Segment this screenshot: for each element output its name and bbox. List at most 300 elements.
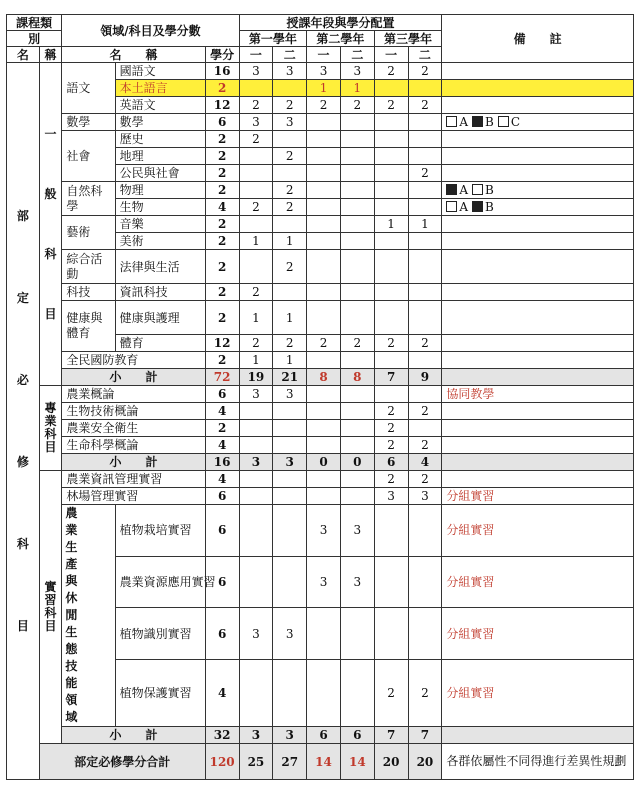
- semester-cell: [340, 165, 374, 182]
- semester-cell: 1: [273, 233, 307, 250]
- semester-cell: [340, 420, 374, 437]
- subject-cell: 體育: [115, 335, 205, 352]
- semester-cell: 2: [374, 335, 408, 352]
- semester-cell: 2: [374, 471, 408, 488]
- semester-cell: 3: [239, 608, 273, 660]
- semester-cell: [408, 182, 442, 199]
- semester-cell: [239, 216, 273, 233]
- semester-cell: [307, 471, 341, 488]
- semester-cell: [408, 352, 442, 369]
- table-row: [7, 63, 634, 80]
- semester-cell: [273, 556, 307, 608]
- semester-cell: [374, 233, 408, 250]
- general-subjects-label: 一 般 科 目: [39, 63, 62, 386]
- remark-cell: [442, 352, 634, 369]
- subject-cell: 物理: [115, 182, 205, 199]
- credits-cell: 2: [205, 301, 239, 335]
- semester-cell: [273, 660, 307, 727]
- subtotal-semester: 8: [307, 369, 341, 386]
- table-row: [7, 437, 634, 454]
- semester-cell: [307, 250, 341, 284]
- subject-cell: 農業安全衛生: [62, 420, 205, 437]
- semester-cell: [408, 386, 442, 403]
- table-row: [7, 386, 634, 403]
- subtotal-semester: 0: [307, 454, 341, 471]
- semester-cell: [374, 131, 408, 148]
- checkbox-option: A: [446, 115, 468, 129]
- semester-cell: [307, 352, 341, 369]
- year3-header: 第三學年: [374, 31, 442, 47]
- credits-cell: 6: [205, 608, 239, 660]
- remark-cell: [442, 182, 634, 199]
- semester-header: 一: [374, 47, 408, 63]
- subtotal-semester: 7: [374, 727, 408, 744]
- table-row: [7, 403, 634, 420]
- subtotal-semester: 9: [408, 369, 442, 386]
- checked-box-icon: [472, 201, 483, 212]
- semester-cell: 1: [239, 233, 273, 250]
- semester-cell: 1: [408, 216, 442, 233]
- credits-cell: 6: [205, 556, 239, 608]
- semester-cell: 2: [408, 97, 442, 114]
- table-row: [7, 182, 634, 199]
- checkbox-option: A: [446, 200, 468, 214]
- semester-cell: 2: [239, 131, 273, 148]
- semester-cell: 2: [307, 97, 341, 114]
- semester-cell: [307, 284, 341, 301]
- semester-cell: 2: [408, 63, 442, 80]
- semester-cell: 2: [273, 335, 307, 352]
- semester-cell: [273, 488, 307, 505]
- credits-cell: 12: [205, 335, 239, 352]
- credits-cell: 2: [205, 420, 239, 437]
- semester-cell: 2: [239, 97, 273, 114]
- semester-cell: [307, 403, 341, 420]
- domain-cell: 自然科學: [62, 182, 115, 216]
- credits-cell: 4: [205, 660, 239, 727]
- remark-cell: 分組實習: [442, 660, 634, 727]
- semester-cell: [273, 216, 307, 233]
- credits-cell: 2: [205, 80, 239, 97]
- semester-cell: [239, 250, 273, 284]
- semester-cell: 1: [307, 80, 341, 97]
- subject-cell: 地理: [115, 148, 205, 165]
- remark-cell: [442, 148, 634, 165]
- credits-cell: 4: [205, 403, 239, 420]
- semester-header: 二: [408, 47, 442, 63]
- remark-cell: [442, 97, 634, 114]
- semester-cell: [374, 505, 408, 557]
- credits-cell: 2: [205, 250, 239, 284]
- category-header: 課程類: [7, 15, 62, 31]
- credits-cell: 4: [205, 437, 239, 454]
- domain-cell: 科技: [62, 284, 115, 301]
- semester-cell: [239, 556, 273, 608]
- semester-cell: [340, 301, 374, 335]
- total-remark: 各群依屬性不同得進行差異性規劃: [442, 744, 634, 780]
- remark-cell: [442, 454, 634, 471]
- semester-cell: 1: [239, 301, 273, 335]
- table-row: [7, 505, 634, 557]
- semester-cell: [408, 420, 442, 437]
- semester-cell: [408, 556, 442, 608]
- subtotal-semester: 4: [408, 454, 442, 471]
- semester-cell: 2: [239, 335, 273, 352]
- semester-cell: 3: [307, 63, 341, 80]
- subject-cell: 美術: [115, 233, 205, 250]
- checked-box-icon: [472, 116, 483, 127]
- subtotal-credits: 32: [205, 727, 239, 744]
- domain-cell: 綜合活動: [62, 250, 115, 284]
- table-row: [7, 114, 634, 131]
- skill-domain-label: 農 業 生 產 與 休 閒 生 態 技 能 領 域: [62, 505, 115, 727]
- semester-cell: [374, 148, 408, 165]
- table-row: [7, 420, 634, 437]
- credits-cell: 12: [205, 97, 239, 114]
- semester-cell: 2: [408, 335, 442, 352]
- semester-cell: [273, 284, 307, 301]
- semester-cell: [307, 420, 341, 437]
- total-semester: 27: [273, 744, 307, 780]
- semester-cell: [374, 165, 408, 182]
- semester-cell: 1: [273, 352, 307, 369]
- semester-cell: 2: [374, 97, 408, 114]
- year1-header: 第一學年: [239, 31, 307, 47]
- semester-cell: [408, 114, 442, 131]
- semester-header: 一: [307, 47, 341, 63]
- semester-cell: [239, 403, 273, 420]
- table-row: [7, 131, 634, 148]
- semester-cell: 2: [408, 437, 442, 454]
- semester-cell: [239, 165, 273, 182]
- semester-cell: [408, 284, 442, 301]
- curriculum-table: [6, 14, 634, 780]
- name-header: 名: [7, 47, 40, 63]
- credits-cell: 16: [205, 63, 239, 80]
- semester-cell: 3: [340, 556, 374, 608]
- semester-cell: [340, 216, 374, 233]
- semester-cell: 3: [374, 488, 408, 505]
- semester-cell: [273, 131, 307, 148]
- table-row: [7, 301, 634, 335]
- semester-cell: [307, 386, 341, 403]
- semester-cell: [374, 80, 408, 97]
- credits-header: 學分: [205, 47, 239, 63]
- subtotal-credits: 72: [205, 369, 239, 386]
- semester-cell: 2: [374, 437, 408, 454]
- credits-cell: 6: [205, 114, 239, 131]
- subtotal-credits: 16: [205, 454, 239, 471]
- semester-cell: 3: [340, 63, 374, 80]
- semester-cell: [340, 233, 374, 250]
- subtotal-semester: 19: [239, 369, 273, 386]
- subtotal-semester: 6: [340, 727, 374, 744]
- semester-cell: [374, 608, 408, 660]
- semester-cell: [307, 182, 341, 199]
- semester-cell: [340, 131, 374, 148]
- semester-cell: [408, 505, 442, 557]
- semester-cell: 3: [273, 608, 307, 660]
- semester-cell: [307, 437, 341, 454]
- unchecked-box-icon: [472, 184, 483, 195]
- semester-cell: 1: [239, 352, 273, 369]
- domain-cell: 語文: [62, 63, 115, 114]
- remark-cell: [442, 437, 634, 454]
- remark-cell: 分組實習: [442, 608, 634, 660]
- subtotal-semester: 3: [273, 454, 307, 471]
- subject-cell: 英語文: [115, 97, 205, 114]
- credits-cell: 2: [205, 131, 239, 148]
- subtotal-semester: 0: [340, 454, 374, 471]
- domain-cell: 社會: [62, 131, 115, 182]
- subject-cell: 植物識別實習: [115, 608, 205, 660]
- semester-cell: 3: [239, 114, 273, 131]
- semester-cell: 3: [273, 114, 307, 131]
- semester-cell: 3: [307, 505, 341, 557]
- semester-cell: 3: [408, 488, 442, 505]
- subtotal-label: 小 計: [62, 727, 205, 744]
- semester-cell: [408, 301, 442, 335]
- semester-cell: [374, 182, 408, 199]
- remark-cell: [442, 131, 634, 148]
- semester-cell: [307, 488, 341, 505]
- semester-cell: 2: [374, 660, 408, 727]
- subject-cell: 公民與社會: [115, 165, 205, 182]
- practical-subtotal-row: [7, 727, 634, 744]
- credits-cell: 6: [205, 386, 239, 403]
- semester-cell: [273, 420, 307, 437]
- semester-cell: [307, 216, 341, 233]
- subtotal-semester: 3: [239, 727, 273, 744]
- semester-cell: 1: [340, 80, 374, 97]
- semester-cell: 3: [340, 505, 374, 557]
- semester-cell: [340, 471, 374, 488]
- subtotal-semester: 3: [273, 727, 307, 744]
- total-credits: 120: [205, 744, 239, 780]
- subject-cell: 生命科學概論: [62, 437, 205, 454]
- remark-cell: [442, 727, 634, 744]
- total-semester: 14: [340, 744, 374, 780]
- semester-cell: 2: [408, 660, 442, 727]
- checked-box-icon: [446, 184, 457, 195]
- subject-cell: 農業資訊管理實習: [62, 471, 205, 488]
- semester-cell: [307, 131, 341, 148]
- semester-cell: [239, 420, 273, 437]
- domain-header: 領域/科目及學分數: [62, 15, 239, 47]
- year2-header: 第二學年: [307, 31, 375, 47]
- subject-cell: 法律與生活: [115, 250, 205, 284]
- professional-subjects-label: 專 業 科 目: [39, 386, 62, 471]
- semester-cell: [374, 352, 408, 369]
- subject-name-header: 名 稱: [62, 47, 205, 63]
- semester-cell: 1: [374, 216, 408, 233]
- semester-header: 一: [239, 47, 273, 63]
- semester-cell: [307, 148, 341, 165]
- semester-cell: 2: [273, 97, 307, 114]
- checkbox-option: A: [446, 183, 468, 197]
- credits-cell: 2: [205, 216, 239, 233]
- semester-cell: [273, 403, 307, 420]
- subtotal-label: 小 計: [62, 369, 205, 386]
- table-row: [7, 250, 634, 284]
- remark-cell: [442, 199, 634, 216]
- semester-cell: [374, 284, 408, 301]
- total-semester: 20: [374, 744, 408, 780]
- remark-cell: [442, 420, 634, 437]
- credits-cell: 2: [205, 165, 239, 182]
- semester-cell: 3: [239, 386, 273, 403]
- checkbox-option: C: [498, 115, 520, 129]
- semester-cell: [340, 148, 374, 165]
- semester-cell: [307, 114, 341, 131]
- table-row: [7, 352, 634, 369]
- semester-cell: 2: [273, 182, 307, 199]
- professional-subtotal-row: [7, 454, 634, 471]
- total-semester: 20: [408, 744, 442, 780]
- total-semester: 25: [239, 744, 273, 780]
- general-subtotal-row: [7, 369, 634, 386]
- total-semester: 14: [307, 744, 341, 780]
- semester-cell: [374, 386, 408, 403]
- semester-cell: [408, 80, 442, 97]
- credits-cell: 6: [205, 505, 239, 557]
- semester-cell: [340, 608, 374, 660]
- semester-cell: 2: [374, 63, 408, 80]
- subtotal-semester: 21: [273, 369, 307, 386]
- table-row: [7, 488, 634, 505]
- credits-cell: 4: [205, 471, 239, 488]
- subtotal-semester: 6: [374, 454, 408, 471]
- category-header-2: 別: [7, 31, 62, 47]
- semester-cell: [340, 250, 374, 284]
- allocation-header: 授課年段與學分配置: [239, 15, 442, 31]
- semester-cell: [273, 505, 307, 557]
- remark-cell: 分組實習: [442, 488, 634, 505]
- remark-cell: [442, 216, 634, 233]
- total-row: [7, 744, 634, 780]
- semester-cell: 2: [340, 97, 374, 114]
- total-label: 部定必修學分合計: [39, 744, 205, 780]
- semester-cell: [239, 471, 273, 488]
- subject-cell: 資訊科技: [115, 284, 205, 301]
- semester-cell: [340, 114, 374, 131]
- subject-cell: 農業資源應用實習: [115, 556, 205, 608]
- semester-cell: [340, 199, 374, 216]
- remark-cell: [442, 471, 634, 488]
- semester-cell: [374, 301, 408, 335]
- semester-cell: [374, 556, 408, 608]
- name-header-2: 稱: [39, 47, 62, 63]
- remark-cell: [442, 403, 634, 420]
- credits-cell: 2: [205, 352, 239, 369]
- semester-cell: [239, 148, 273, 165]
- semester-cell: 2: [307, 335, 341, 352]
- unchecked-box-icon: [446, 201, 457, 212]
- remark-cell: [442, 165, 634, 182]
- semester-cell: [340, 182, 374, 199]
- semester-cell: [408, 148, 442, 165]
- semester-cell: [408, 131, 442, 148]
- semester-cell: 2: [239, 284, 273, 301]
- credits-cell: 2: [205, 284, 239, 301]
- semester-cell: 2: [273, 250, 307, 284]
- subject-cell: 歷史: [115, 131, 205, 148]
- subject-cell: 數學: [115, 114, 205, 131]
- semester-cell: [307, 301, 341, 335]
- table-row: [7, 216, 634, 233]
- practical-subjects-label: 實 習 科 目: [39, 471, 62, 744]
- credits-cell: 4: [205, 199, 239, 216]
- credits-cell: 2: [205, 182, 239, 199]
- semester-cell: 2: [340, 335, 374, 352]
- subtotal-label: 小 計: [62, 454, 205, 471]
- semester-cell: [273, 80, 307, 97]
- semester-cell: 2: [273, 148, 307, 165]
- semester-cell: 2: [408, 165, 442, 182]
- remark-cell: [442, 80, 634, 97]
- subtotal-semester: 8: [340, 369, 374, 386]
- subtotal-semester: 6: [307, 727, 341, 744]
- semester-cell: [239, 660, 273, 727]
- subtotal-semester: 3: [239, 454, 273, 471]
- checkbox-option: B: [472, 115, 494, 129]
- semester-cell: [273, 165, 307, 182]
- semester-cell: 3: [273, 386, 307, 403]
- semester-cell: 2: [239, 199, 273, 216]
- semester-cell: 2: [374, 420, 408, 437]
- semester-cell: 3: [307, 556, 341, 608]
- semester-cell: [307, 199, 341, 216]
- semester-cell: [273, 471, 307, 488]
- subject-cell: 音樂: [115, 216, 205, 233]
- remark-cell: [442, 284, 634, 301]
- semester-cell: [239, 182, 273, 199]
- semester-cell: [340, 660, 374, 727]
- remark-cell: [442, 114, 634, 131]
- semester-cell: [340, 403, 374, 420]
- semester-cell: 2: [374, 403, 408, 420]
- domain-cell: 藝術: [62, 216, 115, 250]
- semester-cell: [374, 199, 408, 216]
- credits-cell: 2: [205, 233, 239, 250]
- unchecked-box-icon: [446, 116, 457, 127]
- remark-cell: [442, 63, 634, 80]
- subtotal-semester: 7: [408, 727, 442, 744]
- table-row: [7, 471, 634, 488]
- semester-cell: 2: [273, 199, 307, 216]
- semester-cell: 3: [273, 63, 307, 80]
- subject-cell: 生物技術概論: [62, 403, 205, 420]
- subject-cell: 本土語言: [115, 80, 205, 97]
- semester-cell: [408, 608, 442, 660]
- semester-cell: 1: [273, 301, 307, 335]
- remark-cell: [442, 335, 634, 352]
- semester-cell: [374, 114, 408, 131]
- semester-cell: [307, 233, 341, 250]
- checkbox-option: B: [472, 200, 494, 214]
- credits-cell: 6: [205, 488, 239, 505]
- semester-cell: 3: [239, 63, 273, 80]
- remark-cell: [442, 301, 634, 335]
- domain-cell: 數學: [62, 114, 115, 131]
- remark-cell: [442, 369, 634, 386]
- table-row: [7, 284, 634, 301]
- subject-cell: 植物栽培實習: [115, 505, 205, 557]
- subject-cell: 生物: [115, 199, 205, 216]
- semester-header: 二: [273, 47, 307, 63]
- semester-cell: [307, 660, 341, 727]
- remark-cell: [442, 233, 634, 250]
